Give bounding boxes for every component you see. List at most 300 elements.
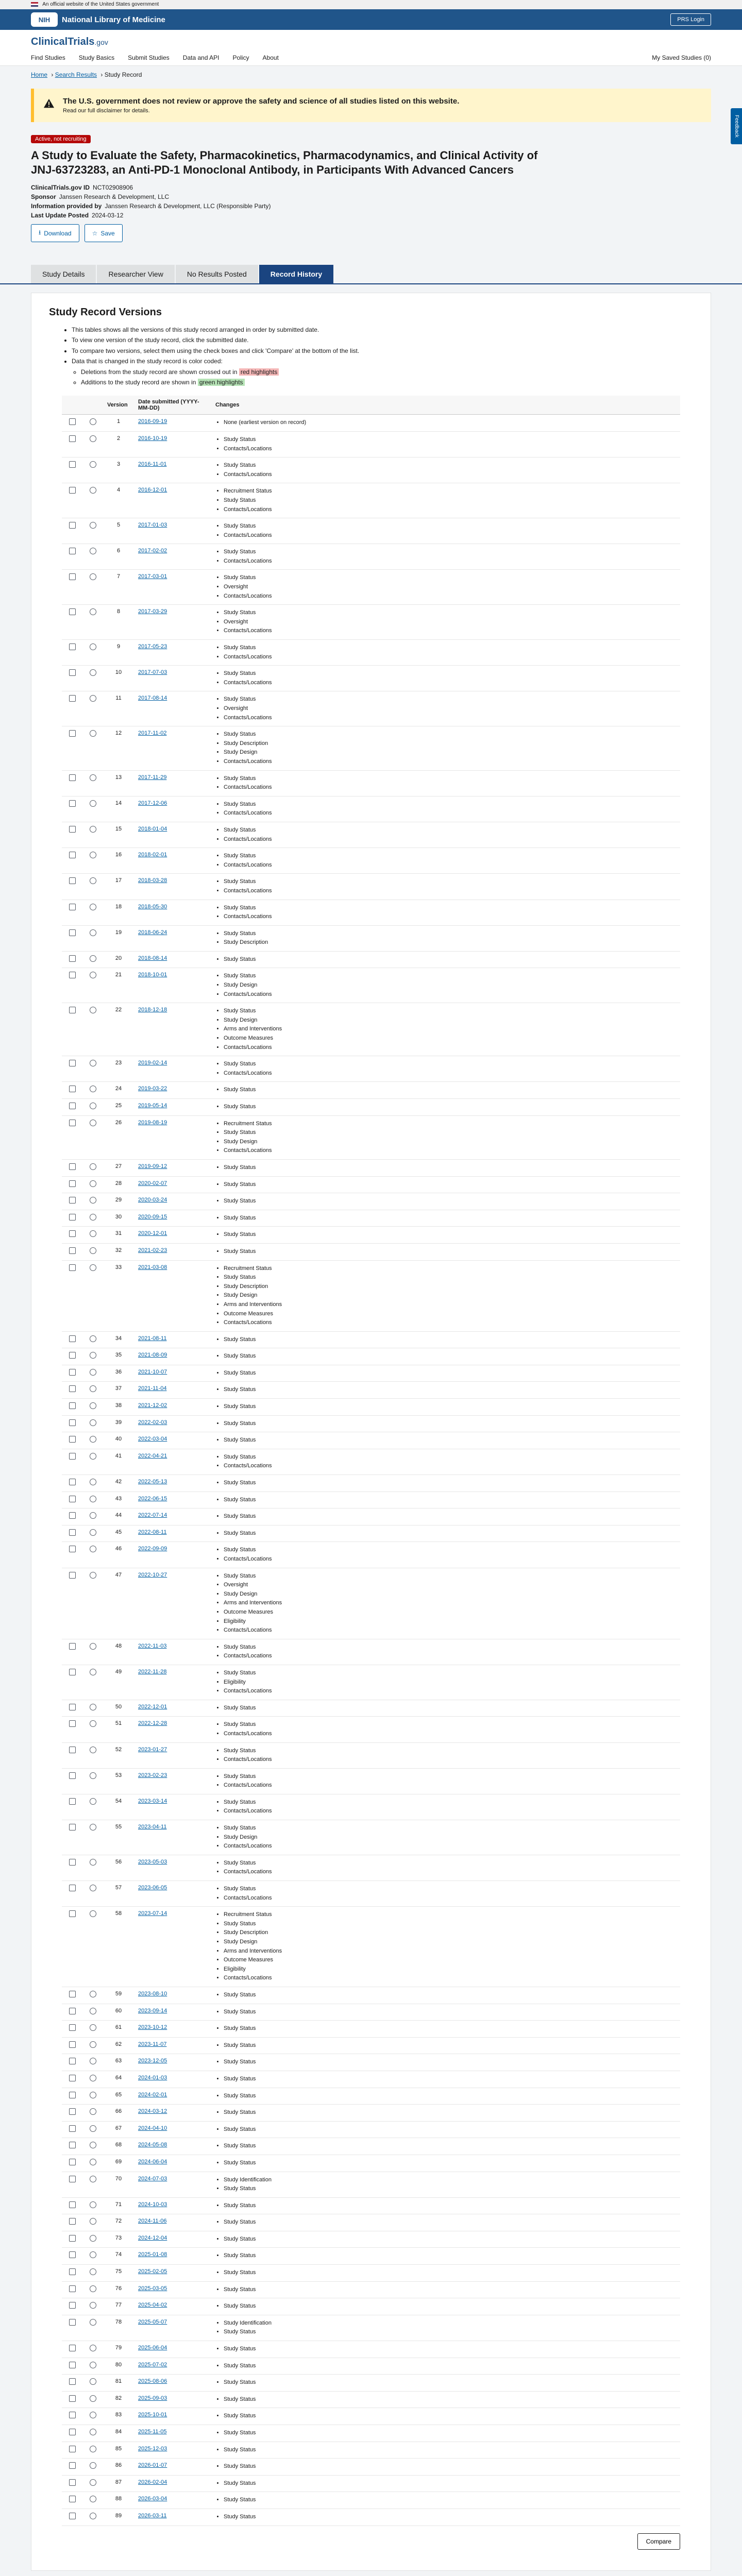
compare-checkbox[interactable] [69, 2446, 76, 2452]
compare-checkbox[interactable] [69, 2378, 76, 2385]
version-date-link[interactable]: 2024-03-12 [138, 2108, 167, 2115]
version-date-link[interactable]: 2018-06-24 [138, 929, 167, 936]
compare-checkbox[interactable] [69, 1546, 76, 1552]
version-date-link[interactable]: 2026-03-04 [138, 2496, 167, 2502]
view-radio[interactable] [90, 2159, 96, 2165]
compare-checkbox[interactable] [69, 929, 76, 936]
view-radio[interactable] [90, 2058, 96, 2064]
version-date-link[interactable]: 2018-08-14 [138, 955, 167, 961]
compare-checkbox[interactable] [69, 435, 76, 442]
view-radio[interactable] [90, 1120, 96, 1126]
compare-checkbox[interactable] [69, 2362, 76, 2368]
my-saved-studies-link[interactable]: My Saved Studies (0) [652, 54, 711, 61]
compare-checkbox[interactable] [69, 2041, 76, 2048]
view-radio[interactable] [90, 2345, 96, 2351]
compare-checkbox[interactable] [69, 2125, 76, 2132]
view-radio[interactable] [90, 1704, 96, 1710]
compare-checkbox[interactable] [69, 1247, 76, 1254]
version-date-link[interactable]: 2024-06-04 [138, 2158, 167, 2165]
version-date-link[interactable]: 2023-10-12 [138, 2024, 167, 2031]
view-radio[interactable] [90, 972, 96, 978]
compare-checkbox[interactable] [69, 487, 76, 494]
view-radio[interactable] [90, 2092, 96, 2098]
tab-study-details[interactable]: Study Details [31, 265, 96, 283]
view-radio[interactable] [90, 1060, 96, 1066]
view-radio[interactable] [90, 1230, 96, 1237]
ct-logo[interactable] [31, 36, 711, 48]
view-radio[interactable] [90, 1529, 96, 1536]
change-item: • Study Status [224, 2328, 676, 2337]
nav-item-data-and-api[interactable]: Data and API [182, 54, 220, 61]
version-date-link[interactable]: 2017-12-06 [138, 800, 167, 806]
compare-checkbox[interactable] [69, 2268, 76, 2275]
compare-checkbox[interactable] [69, 2075, 76, 2081]
compare-checkbox[interactable] [69, 695, 76, 702]
compare-checkbox[interactable] [69, 1352, 76, 1359]
version-date-link[interactable]: 2017-03-29 [138, 608, 167, 615]
compare-checkbox[interactable] [69, 1529, 76, 1536]
compare-checkbox[interactable] [69, 1214, 76, 1221]
breadcrumb-search-results[interactable]: Search Results [55, 71, 97, 78]
compare-checkbox[interactable] [69, 1103, 76, 1109]
version-date-link[interactable]: 2024-07-03 [138, 2175, 167, 2182]
version-date-link[interactable]: 2024-04-10 [138, 2125, 167, 2131]
version-row [62, 1082, 680, 1099]
view-radio[interactable] [90, 548, 96, 554]
feedback-tab[interactable]: Feedback [731, 108, 742, 144]
version-date-link[interactable]: 2022-06-15 [138, 1495, 167, 1502]
view-radio[interactable] [90, 904, 96, 910]
compare-checkbox[interactable] [69, 2412, 76, 2418]
compare-checkbox[interactable] [69, 1798, 76, 1805]
version-date-link[interactable]: 2022-10-27 [138, 1571, 167, 1578]
view-radio[interactable] [90, 1512, 96, 1519]
version-date-link[interactable]: 2016-09-19 [138, 418, 167, 425]
version-date-link[interactable]: 2023-01-27 [138, 1746, 167, 1753]
compare-checkbox[interactable] [69, 2159, 76, 2165]
version-date-link[interactable]: 2022-04-21 [138, 1452, 167, 1459]
version-date-link[interactable]: 2018-10-01 [138, 972, 167, 978]
version-date-link[interactable]: 2022-07-14 [138, 1512, 167, 1519]
compare-checkbox[interactable] [69, 1512, 76, 1519]
compare-checkbox[interactable] [69, 972, 76, 978]
view-radio[interactable] [90, 2251, 96, 2258]
version-date-link[interactable]: 2023-07-14 [138, 1910, 167, 1917]
nav-item-study-basics[interactable]: Study Basics [78, 54, 115, 61]
version-date-link[interactable]: 2026-02-04 [138, 2479, 167, 2485]
tab-researcher-view[interactable]: Researcher View [97, 265, 174, 283]
version-date-link[interactable]: 2020-02-07 [138, 1180, 167, 1187]
view-radio[interactable] [90, 1496, 96, 1502]
version-date-link[interactable]: 2018-02-01 [138, 852, 167, 858]
view-radio[interactable] [90, 2125, 96, 2132]
view-radio[interactable] [90, 2446, 96, 2452]
compare-checkbox[interactable] [69, 2235, 76, 2242]
version-date-link[interactable]: 2022-03-04 [138, 1436, 167, 1443]
version-date-link[interactable]: 2022-11-03 [138, 1642, 167, 1649]
view-radio[interactable] [90, 1772, 96, 1779]
compare-checkbox[interactable] [69, 548, 76, 554]
nav-item-about[interactable]: About [262, 54, 279, 61]
version-changes [211, 1768, 680, 1794]
compare-checkbox[interactable] [69, 1264, 76, 1271]
compare-checkbox[interactable] [69, 2024, 76, 2031]
compare-checkbox[interactable] [69, 1496, 76, 1502]
view-radio[interactable] [90, 2429, 96, 2435]
version-date-link[interactable]: 2018-03-28 [138, 877, 167, 884]
compare-checkbox[interactable] [69, 2395, 76, 2402]
view-radio[interactable] [90, 2285, 96, 2292]
view-radio[interactable] [90, 1419, 96, 1426]
compare-checkbox[interactable] [69, 1419, 76, 1426]
version-date-cell [134, 900, 211, 925]
version-date-link[interactable]: 2021-12-02 [138, 1402, 167, 1409]
view-radio[interactable] [90, 1086, 96, 1092]
breadcrumb-home[interactable]: Home [31, 71, 48, 78]
view-radio[interactable] [90, 877, 96, 884]
compare-button[interactable]: Compare [637, 2533, 680, 2550]
view-radio[interactable] [90, 522, 96, 529]
compare-checkbox[interactable] [69, 643, 76, 650]
view-radio[interactable] [90, 1910, 96, 1917]
last-update-value: 2024-03-12 [92, 212, 124, 219]
compare-checkbox[interactable] [69, 2319, 76, 2326]
compare-checkbox-cell [62, 666, 82, 691]
compare-checkbox[interactable] [69, 877, 76, 884]
compare-checkbox[interactable] [69, 1086, 76, 1092]
view-radio[interactable] [90, 461, 96, 468]
compare-checkbox[interactable] [69, 826, 76, 833]
version-date-link[interactable]: 2026-03-11 [138, 2512, 167, 2519]
version-date-link[interactable]: 2021-11-04 [138, 1385, 167, 1392]
version-date-link[interactable]: 2026-01-07 [138, 2462, 167, 2469]
view-radio[interactable] [90, 1546, 96, 1552]
view-radio[interactable] [90, 1402, 96, 1409]
view-radio[interactable] [90, 1720, 96, 1727]
view-radio[interactable] [90, 826, 96, 833]
compare-checkbox[interactable] [69, 2058, 76, 2064]
view-radio[interactable] [90, 929, 96, 936]
view-radio[interactable] [90, 1335, 96, 1342]
version-date-link[interactable]: 2025-01-08 [138, 2251, 167, 2258]
compare-checkbox[interactable] [69, 1643, 76, 1650]
view-radio[interactable] [90, 2319, 96, 2326]
version-date-link[interactable]: 2023-12-05 [138, 2058, 167, 2064]
view-radio[interactable] [90, 435, 96, 442]
compare-checkbox[interactable] [69, 1436, 76, 1443]
view-radio[interactable] [90, 2496, 96, 2502]
view-radio[interactable] [90, 1991, 96, 1997]
compare-checkbox[interactable] [69, 608, 76, 615]
view-radio[interactable] [90, 418, 96, 425]
compare-checkbox[interactable] [69, 573, 76, 580]
compare-checkbox[interactable] [69, 2092, 76, 2098]
compare-checkbox[interactable] [69, 1720, 76, 1727]
version-date-link[interactable]: 2017-03-01 [138, 573, 167, 580]
compare-checkbox[interactable] [69, 730, 76, 737]
version-date-link[interactable]: 2021-02-23 [138, 1247, 167, 1253]
version-date-link[interactable]: 2021-08-11 [138, 1335, 167, 1342]
compare-checkbox[interactable] [69, 2108, 76, 2115]
version-date-link[interactable]: 2017-05-23 [138, 643, 167, 650]
version-date-link[interactable]: 2019-02-14 [138, 1060, 167, 1066]
version-date-link[interactable]: 2024-01-03 [138, 2074, 167, 2081]
version-date-link[interactable]: 2023-03-14 [138, 1798, 167, 1804]
compare-checkbox[interactable] [69, 1669, 76, 1675]
version-number: 73 [103, 2231, 134, 2248]
view-radio[interactable] [90, 1214, 96, 1221]
version-date-link[interactable]: 2025-12-03 [138, 2445, 167, 2452]
compare-checkbox[interactable] [69, 2201, 76, 2208]
version-date-link[interactable]: 2019-09-12 [138, 1163, 167, 1170]
compare-checkbox[interactable] [69, 904, 76, 910]
view-radio[interactable] [90, 2462, 96, 2469]
version-number: 63 [103, 2054, 134, 2071]
version-date-link[interactable]: 2025-09-03 [138, 2395, 167, 2401]
compare-checkbox[interactable] [69, 1163, 76, 1170]
version-date-link[interactable]: 2025-04-02 [138, 2302, 167, 2309]
compare-checkbox[interactable] [69, 2176, 76, 2182]
version-date-link[interactable]: 2025-10-01 [138, 2412, 167, 2418]
version-date-link[interactable]: 2018-12-18 [138, 1007, 167, 1013]
version-date-link[interactable]: 2017-11-29 [138, 774, 167, 781]
version-date-link[interactable]: 2017-11-02 [138, 730, 167, 737]
version-date-link[interactable]: 2024-05-08 [138, 2142, 167, 2148]
version-date-link[interactable]: 2020-12-01 [138, 1230, 167, 1237]
compare-checkbox[interactable] [69, 852, 76, 858]
view-radio[interactable] [90, 1798, 96, 1805]
version-date-link[interactable]: 2020-09-15 [138, 1213, 167, 1220]
nih-logo-icon[interactable]: NIH [31, 12, 58, 27]
nav-item-policy[interactable]: Policy [232, 54, 249, 61]
version-date-link[interactable]: 2025-07-02 [138, 2361, 167, 2368]
version-date-link[interactable]: 2023-11-07 [138, 2041, 167, 2047]
version-date-link[interactable]: 2022-12-01 [138, 1703, 167, 1710]
view-radio[interactable] [90, 1385, 96, 1392]
version-date-link[interactable]: 2022-05-13 [138, 1479, 167, 1485]
version-date-link[interactable]: 2021-10-07 [138, 1368, 167, 1375]
compare-checkbox[interactable] [69, 2251, 76, 2258]
version-date-link[interactable]: 2022-08-11 [138, 1529, 167, 1535]
tab-no-results-posted[interactable]: No Results Posted [176, 265, 258, 283]
view-radio[interactable] [90, 608, 96, 615]
view-radio[interactable] [90, 730, 96, 737]
view-radio[interactable] [90, 1264, 96, 1271]
version-date-link[interactable]: 2021-03-08 [138, 1264, 167, 1270]
compare-checkbox[interactable] [69, 1824, 76, 1831]
change-item: • Study Status [224, 852, 676, 861]
prs-login-button[interactable]: PRS Login [670, 13, 711, 26]
view-radio[interactable] [90, 1369, 96, 1376]
view-radio[interactable] [90, 573, 96, 580]
version-date-link[interactable]: 2019-03-22 [138, 1086, 167, 1092]
version-date-link[interactable]: 2025-06-04 [138, 2345, 167, 2351]
compare-checkbox[interactable] [69, 1007, 76, 1013]
view-radio[interactable] [90, 2142, 96, 2148]
view-radio[interactable] [90, 487, 96, 494]
view-radio[interactable] [90, 955, 96, 962]
compare-checkbox[interactable] [69, 2008, 76, 2014]
version-date-link[interactable]: 2022-12-28 [138, 1720, 167, 1727]
compare-checkbox[interactable] [69, 669, 76, 676]
compare-checkbox[interactable] [69, 1453, 76, 1460]
version-date-link[interactable]: 2025-03-05 [138, 2285, 167, 2292]
view-radio[interactable] [90, 2218, 96, 2225]
compare-checkbox[interactable] [69, 2345, 76, 2351]
compare-checkbox[interactable] [69, 1747, 76, 1753]
version-changes [211, 1987, 680, 2004]
download-button[interactable] [31, 224, 79, 242]
view-radio[interactable] [90, 1180, 96, 1187]
compare-checkbox[interactable] [69, 955, 76, 962]
nav-item-submit-studies[interactable]: Submit Studies [128, 54, 170, 61]
compare-checkbox[interactable] [69, 2462, 76, 2469]
compare-checkbox[interactable] [69, 2142, 76, 2148]
version-date-link[interactable]: 2016-10-19 [138, 435, 167, 442]
compare-checkbox[interactable] [69, 2496, 76, 2502]
view-radio[interactable] [90, 1103, 96, 1109]
version-date-link[interactable]: 2016-12-01 [138, 487, 167, 494]
view-radio[interactable] [90, 1824, 96, 1831]
version-date-link[interactable]: 2024-11-06 [138, 2218, 167, 2225]
view-radio[interactable] [90, 2362, 96, 2368]
compare-checkbox[interactable] [69, 418, 76, 425]
version-date-link[interactable]: 2023-02-23 [138, 1772, 167, 1778]
version-date-link[interactable]: 2022-11-28 [138, 1668, 167, 1675]
compare-checkbox[interactable] [69, 800, 76, 807]
view-radio[interactable] [90, 2024, 96, 2031]
view-radio[interactable] [90, 1572, 96, 1579]
compare-checkbox[interactable] [69, 1335, 76, 1342]
view-radio[interactable] [90, 2395, 96, 2402]
version-date-link[interactable]: 2019-08-19 [138, 1119, 167, 1126]
version-date-cell [134, 1794, 211, 1820]
version-date-link[interactable]: 2023-08-10 [138, 1990, 167, 1997]
view-radio[interactable] [90, 643, 96, 650]
version-date-link[interactable]: 2024-12-04 [138, 2234, 167, 2241]
view-radio[interactable] [90, 1643, 96, 1650]
version-date-link[interactable]: 2023-05-03 [138, 1858, 167, 1865]
nav-item-find-studies[interactable]: Find Studies [31, 54, 65, 61]
version-date-link[interactable]: 2019-05-14 [138, 1103, 167, 1109]
view-radio[interactable] [90, 2302, 96, 2309]
view-radio[interactable] [90, 1007, 96, 1013]
compare-checkbox[interactable] [69, 1369, 76, 1376]
view-radio[interactable] [90, 1859, 96, 1866]
version-date-link[interactable]: 2023-09-14 [138, 2007, 167, 2014]
view-radio[interactable] [90, 1436, 96, 1443]
compare-checkbox[interactable] [69, 1772, 76, 1779]
compare-checkbox[interactable] [69, 2479, 76, 2486]
compare-checkbox[interactable] [69, 1230, 76, 1237]
version-date-link[interactable]: 2022-09-09 [138, 1546, 167, 1552]
view-radio[interactable] [90, 1352, 96, 1359]
version-date-link[interactable]: 2018-01-04 [138, 825, 167, 832]
view-radio[interactable] [90, 1247, 96, 1254]
compare-checkbox[interactable] [69, 1060, 76, 1066]
compare-checkbox[interactable] [69, 2429, 76, 2435]
version-date-link[interactable]: 2023-06-05 [138, 1885, 167, 1891]
version-date-link[interactable]: 2025-05-07 [138, 2318, 167, 2325]
view-radio[interactable] [90, 2041, 96, 2048]
version-date-link[interactable]: 2017-01-03 [138, 522, 167, 529]
view-radio[interactable] [90, 1197, 96, 1204]
compare-checkbox[interactable] [69, 2285, 76, 2292]
view-radio[interactable] [90, 2008, 96, 2014]
compare-checkbox[interactable] [69, 1180, 76, 1187]
view-radio[interactable] [90, 774, 96, 781]
compare-checkbox[interactable] [69, 1385, 76, 1392]
version-date-link[interactable]: 2016-11-01 [138, 461, 167, 468]
version-date-link[interactable]: 2023-04-11 [138, 1824, 167, 1831]
compare-checkbox[interactable] [69, 1859, 76, 1866]
compare-checkbox[interactable] [69, 1120, 76, 1126]
view-radio[interactable] [90, 2235, 96, 2242]
view-radio[interactable] [90, 2176, 96, 2182]
compare-checkbox[interactable] [69, 2218, 76, 2225]
view-radio[interactable] [90, 1669, 96, 1675]
compare-checkbox[interactable] [69, 2513, 76, 2519]
compare-checkbox[interactable] [69, 1910, 76, 1917]
view-radio-cell [82, 1855, 103, 1880]
version-date-link[interactable]: 2024-10-03 [138, 2201, 167, 2208]
version-date-link[interactable]: 2024-02-01 [138, 2091, 167, 2098]
version-changes [211, 796, 680, 822]
compare-checkbox[interactable] [69, 1991, 76, 1997]
compare-checkbox[interactable] [69, 1572, 76, 1579]
view-radio[interactable] [90, 2268, 96, 2275]
version-date-link[interactable]: 2017-08-14 [138, 695, 167, 702]
view-radio[interactable] [90, 2378, 96, 2385]
compare-checkbox[interactable] [69, 1402, 76, 1409]
view-radio[interactable] [90, 1163, 96, 1170]
version-date-link[interactable]: 2020-03-24 [138, 1197, 167, 1204]
tab-record-history[interactable]: Record History [259, 265, 333, 283]
version-date-link[interactable]: 2022-02-03 [138, 1419, 167, 1426]
compare-checkbox[interactable] [69, 522, 76, 529]
version-date-link[interactable]: 2018-05-30 [138, 903, 167, 910]
compare-checkbox[interactable] [69, 1479, 76, 1485]
view-radio[interactable] [90, 800, 96, 807]
version-date-link[interactable]: 2025-08-06 [138, 2378, 167, 2385]
view-radio[interactable] [90, 2108, 96, 2115]
view-radio[interactable] [90, 2201, 96, 2208]
save-button[interactable] [85, 224, 123, 242]
view-radio[interactable] [90, 2412, 96, 2418]
version-date-link[interactable]: 2025-02-05 [138, 2268, 167, 2275]
compare-checkbox[interactable] [69, 1197, 76, 1204]
compare-checkbox[interactable] [69, 2302, 76, 2309]
view-radio[interactable] [90, 2513, 96, 2519]
view-radio[interactable] [90, 1479, 96, 1485]
version-date-link[interactable]: 2017-02-02 [138, 548, 167, 554]
view-radio[interactable] [90, 2479, 96, 2486]
view-radio[interactable] [90, 695, 96, 702]
version-date-link[interactable]: 2025-11-05 [138, 2429, 167, 2435]
view-radio[interactable] [90, 1747, 96, 1753]
compare-checkbox[interactable] [69, 1885, 76, 1891]
view-radio[interactable] [90, 1453, 96, 1460]
view-radio[interactable] [90, 852, 96, 858]
version-date-link[interactable]: 2021-08-09 [138, 1352, 167, 1359]
view-radio[interactable] [90, 2075, 96, 2081]
version-date-link[interactable]: 2017-07-03 [138, 669, 167, 676]
view-radio[interactable] [90, 1885, 96, 1891]
compare-checkbox[interactable] [69, 1704, 76, 1710]
compare-checkbox[interactable] [69, 461, 76, 468]
view-radio[interactable] [90, 669, 96, 676]
compare-checkbox[interactable] [69, 774, 76, 781]
